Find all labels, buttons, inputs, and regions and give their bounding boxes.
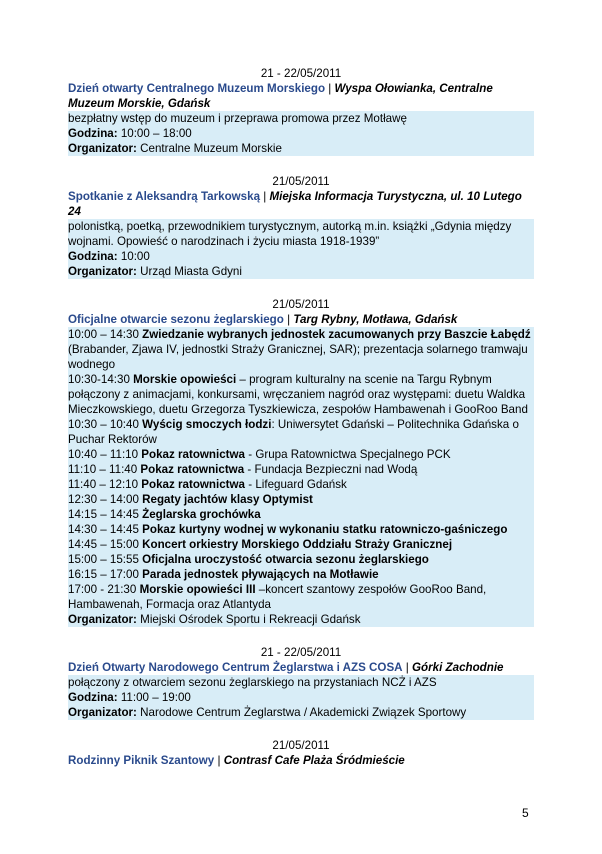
event-place: Wyspa Ołowianka, Centralne Muzeum Morskie, Gdańsk (68, 82, 493, 110)
event (68, 645, 534, 720)
event-name: Spotkanie z Aleksandrą Tarkowską (68, 190, 261, 203)
event-hours: Godzina: 10:00 – 18:00 (68, 127, 192, 140)
program-item: 14:45 – 15:00 Koncert orkiestry Morskiego Oddziału Straży Granicznej (68, 538, 453, 551)
program-item: 11:10 – 11:40 Pokaz ratownictwa - Fundacja Bezpieczni nad Wodą (68, 463, 418, 476)
event-title: Oficjalne otwarcie sezonu żeglarskiego | Targ Rybny, Motława, Gdańsk (68, 313, 458, 326)
event-hours: Godzina: 10:00 (68, 250, 150, 263)
event-place: Contrasf Cafe Plaża Śródmieście (223, 754, 405, 767)
event (68, 66, 534, 156)
program-item: 16:15 – 17:00 Parada jednostek pływających na Motławie (68, 568, 379, 581)
event (68, 297, 534, 627)
event-organizer: Organizator: Centralne Muzeum Morskie (68, 142, 282, 155)
program-item: 15:00 – 15:55 Oficjalna uroczystość otwarcia sezonu żeglarskiego (68, 553, 429, 566)
program-item: 11:40 – 12:10 Pokaz ratownictwa - Lifeguard Gdańsk (68, 478, 347, 491)
event-place: Miejska Informacja Turystyczna, ul. 10 Lutego 24 (68, 190, 522, 218)
program-item: 14:30 – 14:45 Pokaz kurtyny wodnej w wykonaniu statku ratowniczo-gaśniczego (68, 523, 508, 536)
event-organizer: Organizator: Miejski Ośrodek Sportu i Rekreacji Gdańsk (68, 613, 361, 626)
event-description: bezpłatny wstęp do muzeum i przeprawa promowa przez Motławę (68, 112, 407, 125)
event-organizer: Organizator: Urząd Miasta Gdyni (68, 265, 242, 278)
program-item: 17:00 - 21:30 Morskie opowieści III –koncert szantowy zespołów GooRoo Band, Hambawenah, Formacja oraz Atlantyda (68, 583, 487, 611)
event-date: 21/05/2011 (272, 739, 330, 752)
program-item: 14:15 – 14:45 Żeglarska grochówka (68, 508, 261, 521)
event-date: 21 - 22/05/2011 (260, 67, 342, 80)
event-name: Dzień Otwarty Narodowego Centrum Żeglarstwa i AZS COSA (68, 661, 403, 674)
program-item: 10:30-14:30 Morskie opowieści – program kulturalny na scenie na Targu Rybnym połączony z animacjami, konkursami, wręczaniem nagród oraz występami: duetu Waldka Mieczkowskiego, duetu Grzegorza Tyszkiewicza, zespołów Hambawenah i GooRoo Band (68, 373, 528, 416)
event-date: 21 - 22/05/2011 (260, 646, 342, 659)
event-place: Górki Zachodnie (412, 661, 504, 674)
event-details (68, 219, 534, 279)
event-title: Dzień otwarty Centralnego Muzeum Morskiego | Wyspa Ołowianka, Centralne Muzeum Morskie, Gdańsk (68, 82, 493, 110)
event-organizer: Organizator: Narodowe Centrum Żeglarstwa / Akademicki Związek Sportowy (68, 706, 467, 719)
program-item: 12:30 – 14:00 Regaty jachtów klasy Optymist (68, 493, 313, 506)
program-item: 10:30 – 10:40 Wyścig smoczych łodzi: Uniwersytet Gdański – Politechnika Gdańska o Puchar Rektorów (68, 418, 519, 446)
event-title: Rodzinny Piknik Szantowy | Contrasf Cafe Plaża Śródmieście (68, 754, 405, 767)
event-name: Rodzinny Piknik Szantowy (68, 754, 215, 767)
event-date: 21/05/2011 (272, 298, 330, 311)
event-title: Spotkanie z Aleksandrą Tarkowską | Miejska Informacja Turystyczna, ul. 10 Lutego 24 (68, 190, 522, 218)
document-page (68, 66, 534, 786)
page-number: 5 (522, 806, 529, 820)
event (68, 174, 534, 279)
event-date: 21/05/2011 (272, 175, 330, 188)
event-name: Oficjalne otwarcie sezonu żeglarskiego (68, 313, 284, 326)
program-item: 10:40 – 11:10 Pokaz ratownictwa - Grupa Ratownictwa Specjalnego PCK (68, 448, 451, 461)
event-description: połączony z otwarciem sezonu żeglarskiego na przystaniach NCŻ i AZS (68, 676, 437, 689)
event-description: polonistką, poetką, przewodnikiem turystycznym, autorką m.in. książki „Gdynia między wojnami. Opowieść o narodzinach i życiu miasta 1918-1939” (68, 220, 512, 248)
event (68, 738, 534, 768)
event-details (68, 111, 534, 156)
event-place: Targ Rybny, Motława, Gdańsk (293, 313, 458, 326)
event-name: Dzień otwarty Centralnego Muzeum Morskiego (68, 82, 326, 95)
program-item: 10:00 – 14:30 Zwiedzanie wybranych jednostek zacumowanych przy Baszcie Łabędź (Brabander, Zjawa IV, jednostki Straży Granicznej, SAR); prezentacja solarnego tramwaju wodnego (68, 328, 531, 371)
event-hours: Godzina: 11:00 – 19:00 (68, 691, 191, 704)
event-details (68, 327, 534, 627)
event-title: Dzień Otwarty Narodowego Centrum Żeglarstwa i AZS COSA | Górki Zachodnie (68, 661, 504, 674)
event-details (68, 675, 534, 720)
